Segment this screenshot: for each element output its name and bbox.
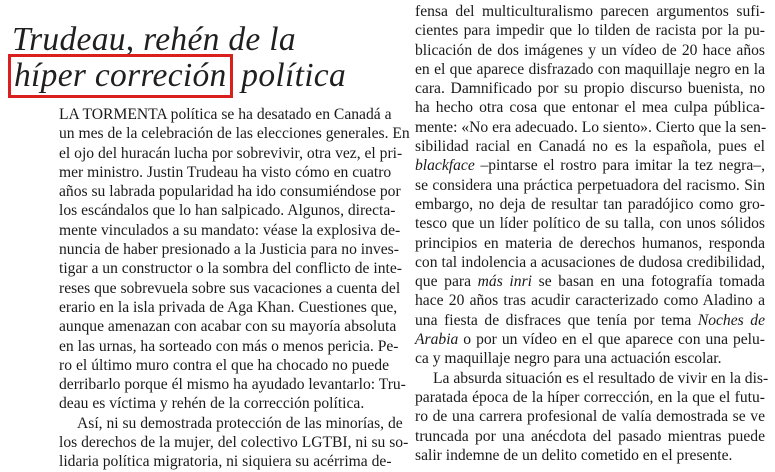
right-paragraph-1	[415, 2, 765, 369]
right-paragraph-2	[415, 369, 769, 465]
text-line: los escándalos que lo han salpicado. Algunos, directa-	[59, 202, 396, 220]
headline-line-2-rest: política	[232, 57, 347, 94]
left-paragraph-1	[59, 105, 410, 414]
text-line: cientes para impedir que lo tilden de racista por la pu-	[415, 22, 765, 40]
text-line: LA TORMENTA política se ha desatado en Canadá a	[59, 106, 392, 123]
text-line: los derechos de la mujer, del colectivo LGTBI, ni su so-	[59, 434, 409, 452]
text-line: con tal indolencia a acusaciones de dudosa credibilidad,	[415, 253, 765, 271]
text-line: La absurda situación es el resultado de vivir en la dis-	[433, 369, 769, 387]
text-line: Arabia o por un vídeo en el que aparece con una pelu-	[415, 331, 765, 349]
text-line: el ojo del huracán lucha por sobrevivir, otra vez, el pri-	[59, 144, 403, 162]
text-line: principios en materia de derechos humanos, responda	[415, 234, 765, 252]
text-line: mente vinculados a su mandato: véase la explosiva de-	[59, 221, 401, 239]
text-line: blackface –pintarse el rostro para imitar la tez negra–,	[415, 157, 765, 175]
text-line: blicación de dos imágenes y un vídeo de 20 hace años	[415, 41, 765, 59]
headline	[12, 22, 397, 94]
text-line: se considera una práctica perpetuadora del racismo. Sin	[415, 176, 765, 194]
headline-line-2	[12, 58, 397, 94]
text-line: aunque amenazan con acabar con su mayoría absoluta	[59, 318, 397, 336]
text-line: un mes de la celebración de las elecciones generales. En	[59, 125, 410, 143]
text-line: tigar a un constructor o la sombra del conflicto de inte-	[59, 260, 402, 278]
text-line: ro el último muro contra el que ha chocado no puede	[59, 356, 389, 374]
text-line: derribarlo porque él mismo ha ayudado levantarlo: Tru-	[59, 376, 406, 394]
text-line: cara. Damnificado por su propio discurso buenista, no	[415, 80, 765, 98]
text-line: deau es víctima y rehén de la corrección política.	[59, 395, 365, 413]
text-line: embargo, no deja de resultar tan paradójico como gro-	[415, 195, 765, 213]
left-column	[59, 105, 410, 472]
text-line: fensa del multiculturalismo parecen argumentos sufi-	[415, 3, 765, 20]
text-line: salir indemne de un delito cometido en el presente.	[415, 446, 733, 464]
text-line: que para más inri se basan en una fotografía tomada	[415, 273, 765, 291]
left-paragraph-2	[59, 414, 409, 472]
text-line: Así, ni su demostrada protección de las minorías, de	[77, 414, 403, 432]
text-line: paratada época de la híper corrección, en la que el futu-	[415, 388, 765, 406]
headline-highlight-box: híper correción	[8, 54, 233, 98]
text-line: ca y maquillaje negro para una actuación escolar.	[415, 350, 722, 368]
text-line: truncada por una anécdota del pasado mientras puede	[415, 427, 765, 445]
text-line: en las urnas, ha sorteado con más o menos pericia. Pe-	[59, 337, 399, 355]
headline-line-1: Trudeau, rehén de la	[12, 21, 296, 58]
text-line: ro de una carrera profesional de valía demostrada se ve	[415, 408, 765, 426]
text-line: años su labrada popularidad ha ido consumiéndose por	[59, 183, 401, 201]
text-line: ha hecho otra cosa que entonar el mea culpa pública-	[415, 99, 765, 117]
text-line: en el que aparece disfrazado con maquillaje negro en la	[415, 60, 765, 78]
text-line: mer ministro. Justin Trudeau ha visto cómo en cuatro	[59, 163, 392, 181]
text-line: nuncia de haber presionado a la Justicia para no inves-	[59, 241, 399, 259]
text-line: tesco que un líder político de su talla, con unos sólidos	[415, 215, 765, 233]
text-line: reses que sobrevuela sobre sus vacaciones a cuenta del	[59, 279, 401, 297]
text-line: sibilidad racial en Canadá no es la española, pues el	[415, 138, 765, 156]
text-line: mente: «No era adecuado. Lo siento». Cierto que la sen-	[415, 118, 767, 136]
text-line: erario en la isla privada de Aga Khan. Cuestiones que,	[59, 298, 398, 316]
text-line: una fiesta de disfraces que tenía por tema Noches de	[415, 311, 765, 329]
right-column	[415, 2, 769, 465]
text-line: lidaria política migratoria, ni siquiera su acérrima de-	[59, 453, 392, 471]
text-line: hace 20 años tras acudir caracterizado como Aladino a	[415, 292, 765, 310]
